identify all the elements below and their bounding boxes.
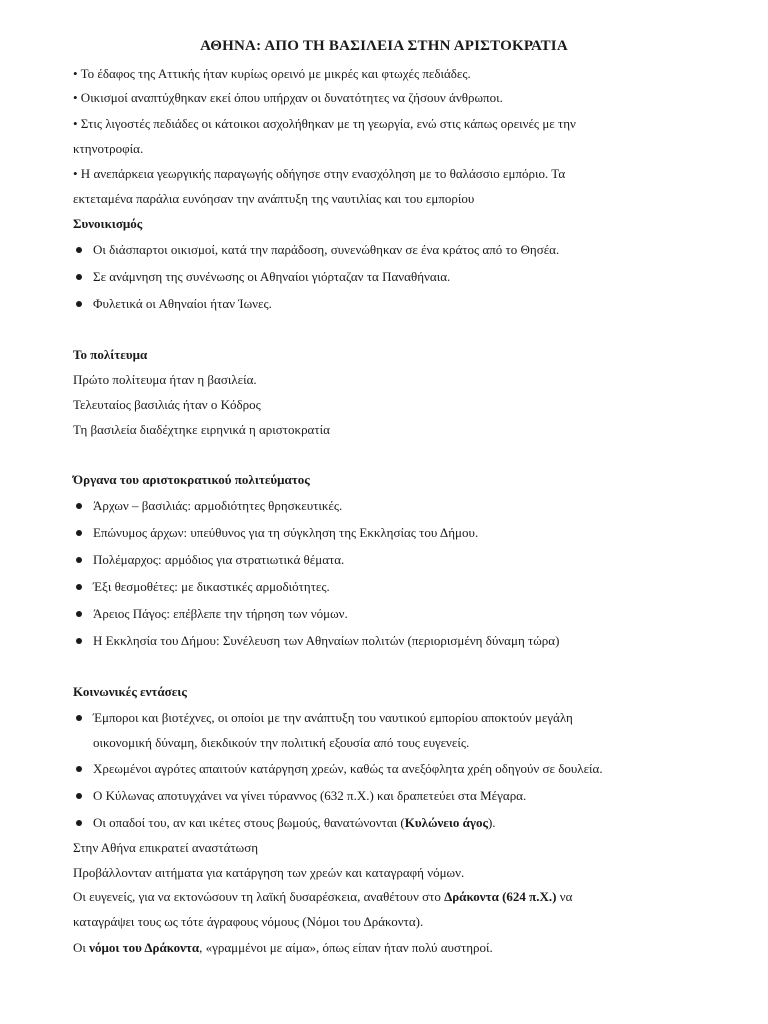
drakontas-term: Δράκοντα (624 π.Χ.) [444, 889, 557, 904]
bullet-icon [76, 766, 82, 772]
entaseis-line: Προβάλλονταν αιτήματα για κατάργηση των χρεών και καταγραφή νόμων. [73, 865, 465, 880]
organa-item: Άρχων – βασιλιάς: αρμοδιότητες θρησκευτικές. [93, 498, 343, 513]
politeuma-line: Πρώτο πολίτευμα ήταν η βασιλεία. [73, 372, 257, 387]
bullet-icon [76, 611, 82, 617]
bullet-icon [76, 584, 82, 590]
entaseis-item-text: Οι οπαδοί του, αν και ικέτες στους βωμούς, θανατώνονται ( [93, 815, 405, 830]
organa-item: Επώνυμος άρχων: υπεύθυνος για τη σύγκληση της Εκκλησίας του Δήμου. [93, 525, 479, 540]
entaseis-line-text: , «γραμμένοι με αίμα», όπως είπαν ήταν πολύ αυστηροί. [199, 940, 493, 955]
entaseis-item: Ο Κύλωνας αποτυγχάνει να γίνει τύραννος (632 π.Χ.) και δραπετεύει στα Μέγαρα. [93, 788, 527, 803]
entaseis-item: Έμποροι και βιοτέχνες, οι οποίοι με την ανάπτυξη του ναυτικού εμπορίου αποκτούν μεγάλη [93, 710, 573, 725]
politeuma-line: Τη βασιλεία διαδέχτηκε ειρηνικά η αριστοκρατία [73, 422, 330, 437]
section-heading-organa: Όργανα του αριστοκρατικού πολιτεύματος [73, 472, 310, 487]
entaseis-item: Χρεωμένοι αγρότες απαιτούν κατάργηση χρεών, καθώς τα ανεξόφλητα χρέη οδηγούν σε δουλεία. [93, 761, 603, 776]
bullet-icon [76, 274, 82, 280]
drakontas-laws-term: νόμοι του Δράκοντα [89, 940, 200, 955]
organa-item: Η Εκκλησία του Δήμου: Συνέλευση των Αθηναίων πολιτών (περιορισμένη δύναμη τώρα) [93, 633, 560, 648]
bullet-icon [76, 793, 82, 799]
bullet-icon [76, 247, 82, 253]
organa-item: Έξι θεσμοθέτες: με δικαστικές αρμοδιότητες. [93, 579, 330, 594]
bullet-icon [76, 638, 82, 644]
bullet-icon [76, 557, 82, 563]
entaseis-item [93, 815, 496, 831]
entaseis-line-text: να [556, 889, 573, 904]
synoikismos-item: Φυλετικά οι Αθηναίοι ήταν Ίωνες. [93, 296, 272, 311]
bullet-icon [76, 820, 82, 826]
bullet-icon [76, 503, 82, 509]
entaseis-item-continuation: οικονομική δύναμη, διεκδικούν την πολιτική εξουσία από τους ευγενείς. [93, 735, 470, 750]
intro-line: εκτεταμένα παράλια ευνόησαν την ανάπτυξη της ναυτιλίας και του εμπορίου [73, 191, 475, 206]
entaseis-line-text: Οι [73, 940, 90, 955]
synoikismos-item: Σε ανάμνηση της συνένωσης οι Αθηναίοι γιόρταζαν τα Παναθήναια. [93, 269, 451, 284]
kyloneio-agos-term: Κυλώνειο άγος [404, 815, 488, 830]
bullet-icon [76, 301, 82, 307]
entaseis-line: καταγράψει τους ως τότε άγραφους νόμους (Νόμοι του Δράκοντα). [73, 914, 424, 929]
intro-line: κτηνοτροφία. [73, 141, 144, 156]
section-heading-synoikismos: Συνοικισμός [73, 216, 143, 231]
bullet-icon [76, 715, 82, 721]
intro-line: • Οικισμοί αναπτύχθηκαν εκεί όπου υπήρχαν οι δυνατότητες να ζήσουν άνθρωποι. [73, 90, 503, 105]
page-title: ΑΘΗΝΑ: ΑΠΟ ΤΗ ΒΑΣΙΛΕΙΑ ΣΤΗΝ ΑΡΙΣΤΟΚΡΑΤΙΑ [200, 38, 568, 54]
intro-line: • Το έδαφος της Αττικής ήταν κυρίως ορεινό με μικρές και φτωχές πεδιάδες. [73, 66, 471, 81]
organa-item: Άρειος Πάγος: επέβλεπε την τήρηση των νόμων. [93, 606, 348, 621]
organa-item: Πολέμαρχος: αρμόδιος για στρατιωτικά θέματα. [93, 552, 345, 567]
entaseis-line [73, 940, 493, 956]
intro-line: • Στις λιγοστές πεδιάδες οι κάτοικοι ασχολήθηκαν με τη γεωργία, ενώ στις κάπως ορεινές με την [73, 116, 576, 131]
entaseis-line: Στην Αθήνα επικρατεί αναστάτωση [73, 840, 259, 855]
section-heading-entaseis: Κοινωνικές εντάσεις [73, 684, 187, 699]
entaseis-line [73, 889, 572, 905]
bullet-icon [76, 530, 82, 536]
intro-line: • Η ανεπάρκεια γεωργικής παραγωγής οδήγησε στην ενασχόληση με το θαλάσσιο εμπόριο. Τα [73, 166, 566, 181]
entaseis-item-text: ). [487, 815, 496, 830]
entaseis-line-text: Οι ευγενείς, για να εκτονώσουν τη λαϊκή δυσαρέσκεια, αναθέτουν στο [73, 889, 445, 904]
politeuma-line: Τελευταίος βασιλιάς ήταν ο Κόδρος [73, 397, 261, 412]
synoikismos-item: Οι διάσπαρτοι οικισμοί, κατά την παράδοση, συνενώθηκαν σε ένα κράτος από το Θησέα. [93, 242, 560, 257]
section-heading-politeuma: Το πολίτευμα [73, 347, 148, 362]
